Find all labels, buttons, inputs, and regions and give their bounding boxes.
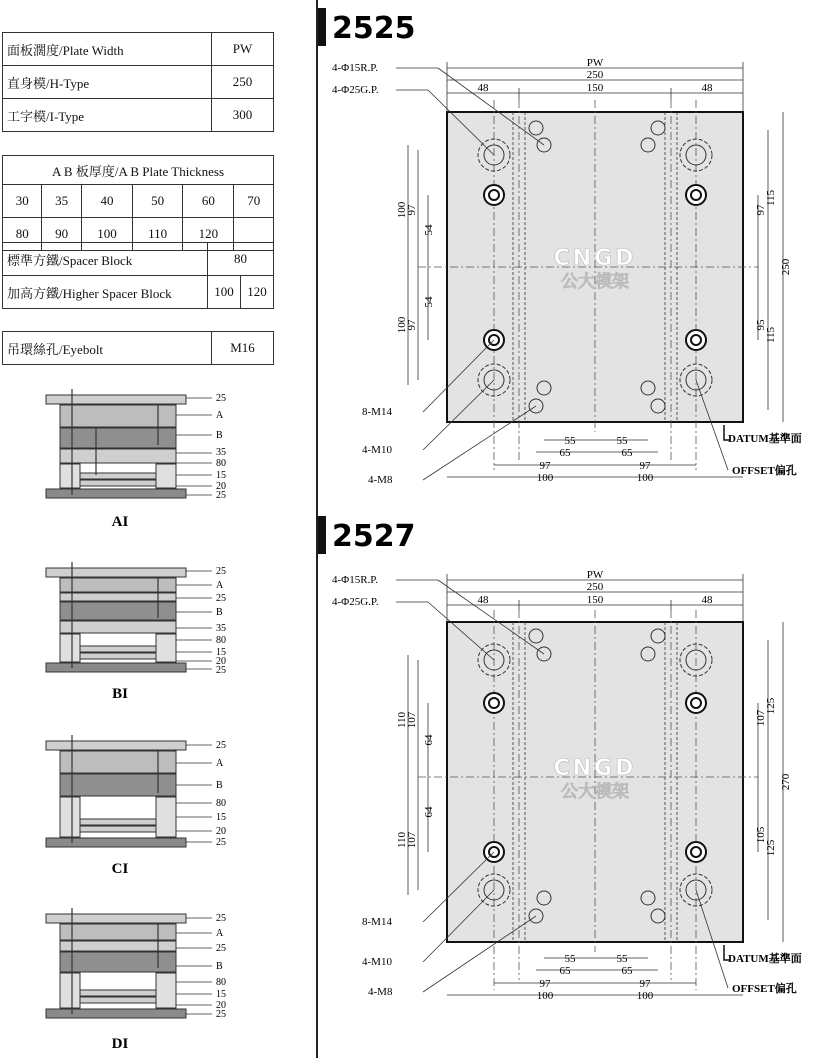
mold-section-bi bbox=[0, 558, 316, 728]
mold-label: 25 bbox=[216, 593, 226, 604]
i-type-label: 工字模/I-Type bbox=[3, 99, 212, 132]
callout-gp: 4-Φ25G.P. bbox=[332, 84, 379, 96]
plate-width-label: 面板濶度/Plate Width bbox=[3, 33, 212, 66]
dim-right: 48 bbox=[701, 82, 713, 94]
dim-width: 250 bbox=[586, 581, 604, 593]
svg-text:65: 65 bbox=[559, 447, 571, 459]
svg-text:97: 97 bbox=[406, 319, 418, 331]
svg-text:97: 97 bbox=[406, 204, 418, 216]
mold-label: 35 bbox=[216, 447, 226, 458]
svg-text:100: 100 bbox=[536, 990, 554, 1002]
model-marker bbox=[318, 516, 326, 554]
svg-text:107: 107 bbox=[406, 831, 418, 849]
mold-section-ai bbox=[0, 385, 316, 555]
svg-text:54: 54 bbox=[423, 224, 435, 236]
table-row bbox=[3, 185, 274, 218]
ab-cell: 100 bbox=[81, 218, 132, 251]
mold-section-ci bbox=[0, 735, 316, 885]
dim-height: 250 bbox=[780, 258, 792, 276]
callout-rp: 4-Φ15R.P. bbox=[332, 62, 378, 74]
h-type-label: 直身模/H-Type bbox=[3, 66, 212, 99]
mold-label: 25 bbox=[216, 1009, 226, 1020]
model-number: 2527 bbox=[332, 519, 416, 554]
svg-text:110: 110 bbox=[396, 711, 408, 729]
ab-cell: 60 bbox=[183, 185, 234, 218]
table-row bbox=[3, 243, 274, 276]
ab-cell: 50 bbox=[133, 185, 183, 218]
mold-label: 20 bbox=[216, 826, 226, 837]
model-number: 2525 bbox=[332, 11, 416, 46]
dim-pw: PW bbox=[586, 569, 604, 581]
cngd-logo-cn: 公大模架 bbox=[561, 782, 629, 802]
svg-text:125: 125 bbox=[765, 839, 777, 857]
dim-right: 48 bbox=[701, 594, 713, 606]
svg-text:95: 95 bbox=[755, 319, 767, 331]
callout-m8: 4-M8 bbox=[368, 474, 393, 486]
cngd-logo: CNGD bbox=[553, 756, 637, 781]
model-marker bbox=[318, 8, 326, 46]
mold-label: 25 bbox=[216, 665, 226, 676]
mold-type-name: CI bbox=[111, 861, 129, 877]
mold-section-di bbox=[0, 906, 316, 1056]
spacer-block-label: 標準方鐵/Spacer Block bbox=[3, 243, 208, 276]
mold-label: 80 bbox=[216, 458, 226, 469]
ab-cell: 35 bbox=[42, 185, 81, 218]
svg-text:100: 100 bbox=[536, 472, 554, 484]
svg-text:55: 55 bbox=[616, 953, 628, 965]
svg-text:97: 97 bbox=[639, 978, 651, 990]
datum-label: DATUM基準面 bbox=[728, 953, 802, 965]
mold-label: A bbox=[216, 410, 224, 421]
mold-label: 25 bbox=[216, 740, 226, 751]
plate-width-value: PW bbox=[212, 33, 274, 66]
mold-type-name: BI bbox=[112, 686, 128, 702]
eyebolt-table bbox=[2, 331, 274, 365]
mold-label: 80 bbox=[216, 798, 226, 809]
callout-gp: 4-Φ25G.P. bbox=[332, 596, 379, 608]
dim-width: 250 bbox=[586, 69, 604, 81]
mold-label: B bbox=[216, 607, 223, 618]
mold-label: 20 bbox=[216, 481, 226, 492]
ab-cell: 70 bbox=[234, 185, 274, 218]
svg-text:64: 64 bbox=[423, 806, 435, 818]
callout-m10: 4-M10 bbox=[362, 956, 392, 968]
cngd-logo-cn: 公大模架 bbox=[561, 272, 629, 292]
mold-label: 25 bbox=[216, 490, 226, 501]
drawing-2527 bbox=[318, 510, 820, 1058]
mold-label: A bbox=[216, 758, 224, 769]
ab-cell: 90 bbox=[42, 218, 81, 251]
mold-label: 15 bbox=[216, 989, 226, 1000]
mold-label: 15 bbox=[216, 647, 226, 658]
svg-text:55: 55 bbox=[564, 435, 576, 447]
mold-type-name: AI bbox=[111, 514, 129, 530]
table-row bbox=[3, 66, 274, 99]
higher-spacer-value: 120 bbox=[241, 276, 274, 309]
ab-cell: 120 bbox=[183, 218, 234, 251]
svg-text:97: 97 bbox=[755, 204, 767, 216]
svg-text:54: 54 bbox=[423, 296, 435, 308]
callout-m14: 8-M14 bbox=[362, 916, 392, 928]
svg-text:97: 97 bbox=[539, 978, 551, 990]
svg-text:110: 110 bbox=[396, 831, 408, 849]
table-row bbox=[3, 99, 274, 132]
datum-label: DATUM基準面 bbox=[728, 433, 802, 445]
dim-left: 48 bbox=[477, 594, 489, 606]
mold-label: 35 bbox=[216, 623, 226, 634]
dim-center: 150 bbox=[586, 594, 604, 606]
mold-label: 25 bbox=[216, 566, 226, 577]
higher-spacer-label: 加高方鐵/Higher Spacer Block bbox=[3, 276, 208, 309]
svg-text:125: 125 bbox=[765, 697, 777, 715]
mold-label: 25 bbox=[216, 837, 226, 848]
mold-leaders bbox=[176, 398, 212, 495]
mold-label: B bbox=[216, 961, 223, 972]
mold-label: 20 bbox=[216, 656, 226, 667]
higher-spacer-value: 100 bbox=[208, 276, 241, 309]
svg-text:100: 100 bbox=[636, 472, 654, 484]
ab-cell: 40 bbox=[81, 185, 132, 218]
svg-text:97: 97 bbox=[639, 460, 651, 472]
callout-m10: 4-M10 bbox=[362, 444, 392, 456]
table-row bbox=[3, 276, 274, 309]
ab-cell: 110 bbox=[133, 218, 183, 251]
offset-label: OFFSET偏孔 bbox=[732, 465, 797, 477]
callout-m14: 8-M14 bbox=[362, 406, 392, 418]
svg-text:55: 55 bbox=[564, 953, 576, 965]
mold-label: 80 bbox=[216, 635, 226, 646]
mold-label: 15 bbox=[216, 812, 226, 823]
svg-text:55: 55 bbox=[616, 435, 628, 447]
svg-text:64: 64 bbox=[423, 734, 435, 746]
h-type-value: 250 bbox=[212, 66, 274, 99]
mold-label: 80 bbox=[216, 977, 226, 988]
ab-thickness-table bbox=[2, 155, 274, 251]
cngd-logo: CNGD bbox=[553, 246, 637, 271]
mold-label: B bbox=[216, 780, 223, 791]
svg-text:100: 100 bbox=[396, 316, 408, 334]
svg-text:65: 65 bbox=[559, 965, 571, 977]
svg-text:115: 115 bbox=[765, 326, 777, 344]
drawing-2525 bbox=[318, 0, 820, 515]
svg-text:107: 107 bbox=[755, 709, 767, 727]
table-row bbox=[3, 33, 274, 66]
mold-label: 20 bbox=[216, 1000, 226, 1011]
eyebolt-value: M16 bbox=[212, 332, 274, 365]
offset-label: OFFSET偏孔 bbox=[732, 983, 797, 995]
spacer-block-table bbox=[2, 242, 274, 309]
mold-label: A bbox=[216, 580, 224, 591]
svg-text:100: 100 bbox=[396, 201, 408, 219]
ab-thickness-title: A B 板厚度/A B Plate Thickness bbox=[3, 156, 274, 185]
ab-cell: 30 bbox=[3, 185, 42, 218]
eyebolt-label: 吊環絲孔/Eyebolt bbox=[3, 332, 212, 365]
callout-m8: 4-M8 bbox=[368, 986, 393, 998]
dim-pw: PW bbox=[586, 57, 604, 69]
svg-text:105: 105 bbox=[755, 826, 767, 844]
mold-label: 25 bbox=[216, 913, 226, 924]
mold-label: B bbox=[216, 430, 223, 441]
mold-label: 15 bbox=[216, 470, 226, 481]
svg-text:65: 65 bbox=[621, 965, 633, 977]
plate-width-table bbox=[2, 32, 274, 132]
svg-text:97: 97 bbox=[539, 460, 551, 472]
svg-text:65: 65 bbox=[621, 447, 633, 459]
svg-text:115: 115 bbox=[765, 189, 777, 207]
mold-label: 25 bbox=[216, 943, 226, 954]
dim-center: 150 bbox=[586, 82, 604, 94]
callout-rp: 4-Φ15R.P. bbox=[332, 574, 378, 586]
svg-text:100: 100 bbox=[636, 990, 654, 1002]
mold-type-name: DI bbox=[111, 1036, 129, 1052]
dim-left: 48 bbox=[477, 82, 489, 94]
svg-text:107: 107 bbox=[406, 711, 418, 729]
i-type-value: 300 bbox=[212, 99, 274, 132]
mold-label: A bbox=[216, 928, 224, 939]
table-row bbox=[3, 332, 274, 365]
mold-label: 25 bbox=[216, 393, 226, 404]
ab-cell: 80 bbox=[3, 218, 42, 251]
dim-height: 270 bbox=[780, 773, 792, 791]
spacer-block-value: 80 bbox=[208, 243, 274, 276]
